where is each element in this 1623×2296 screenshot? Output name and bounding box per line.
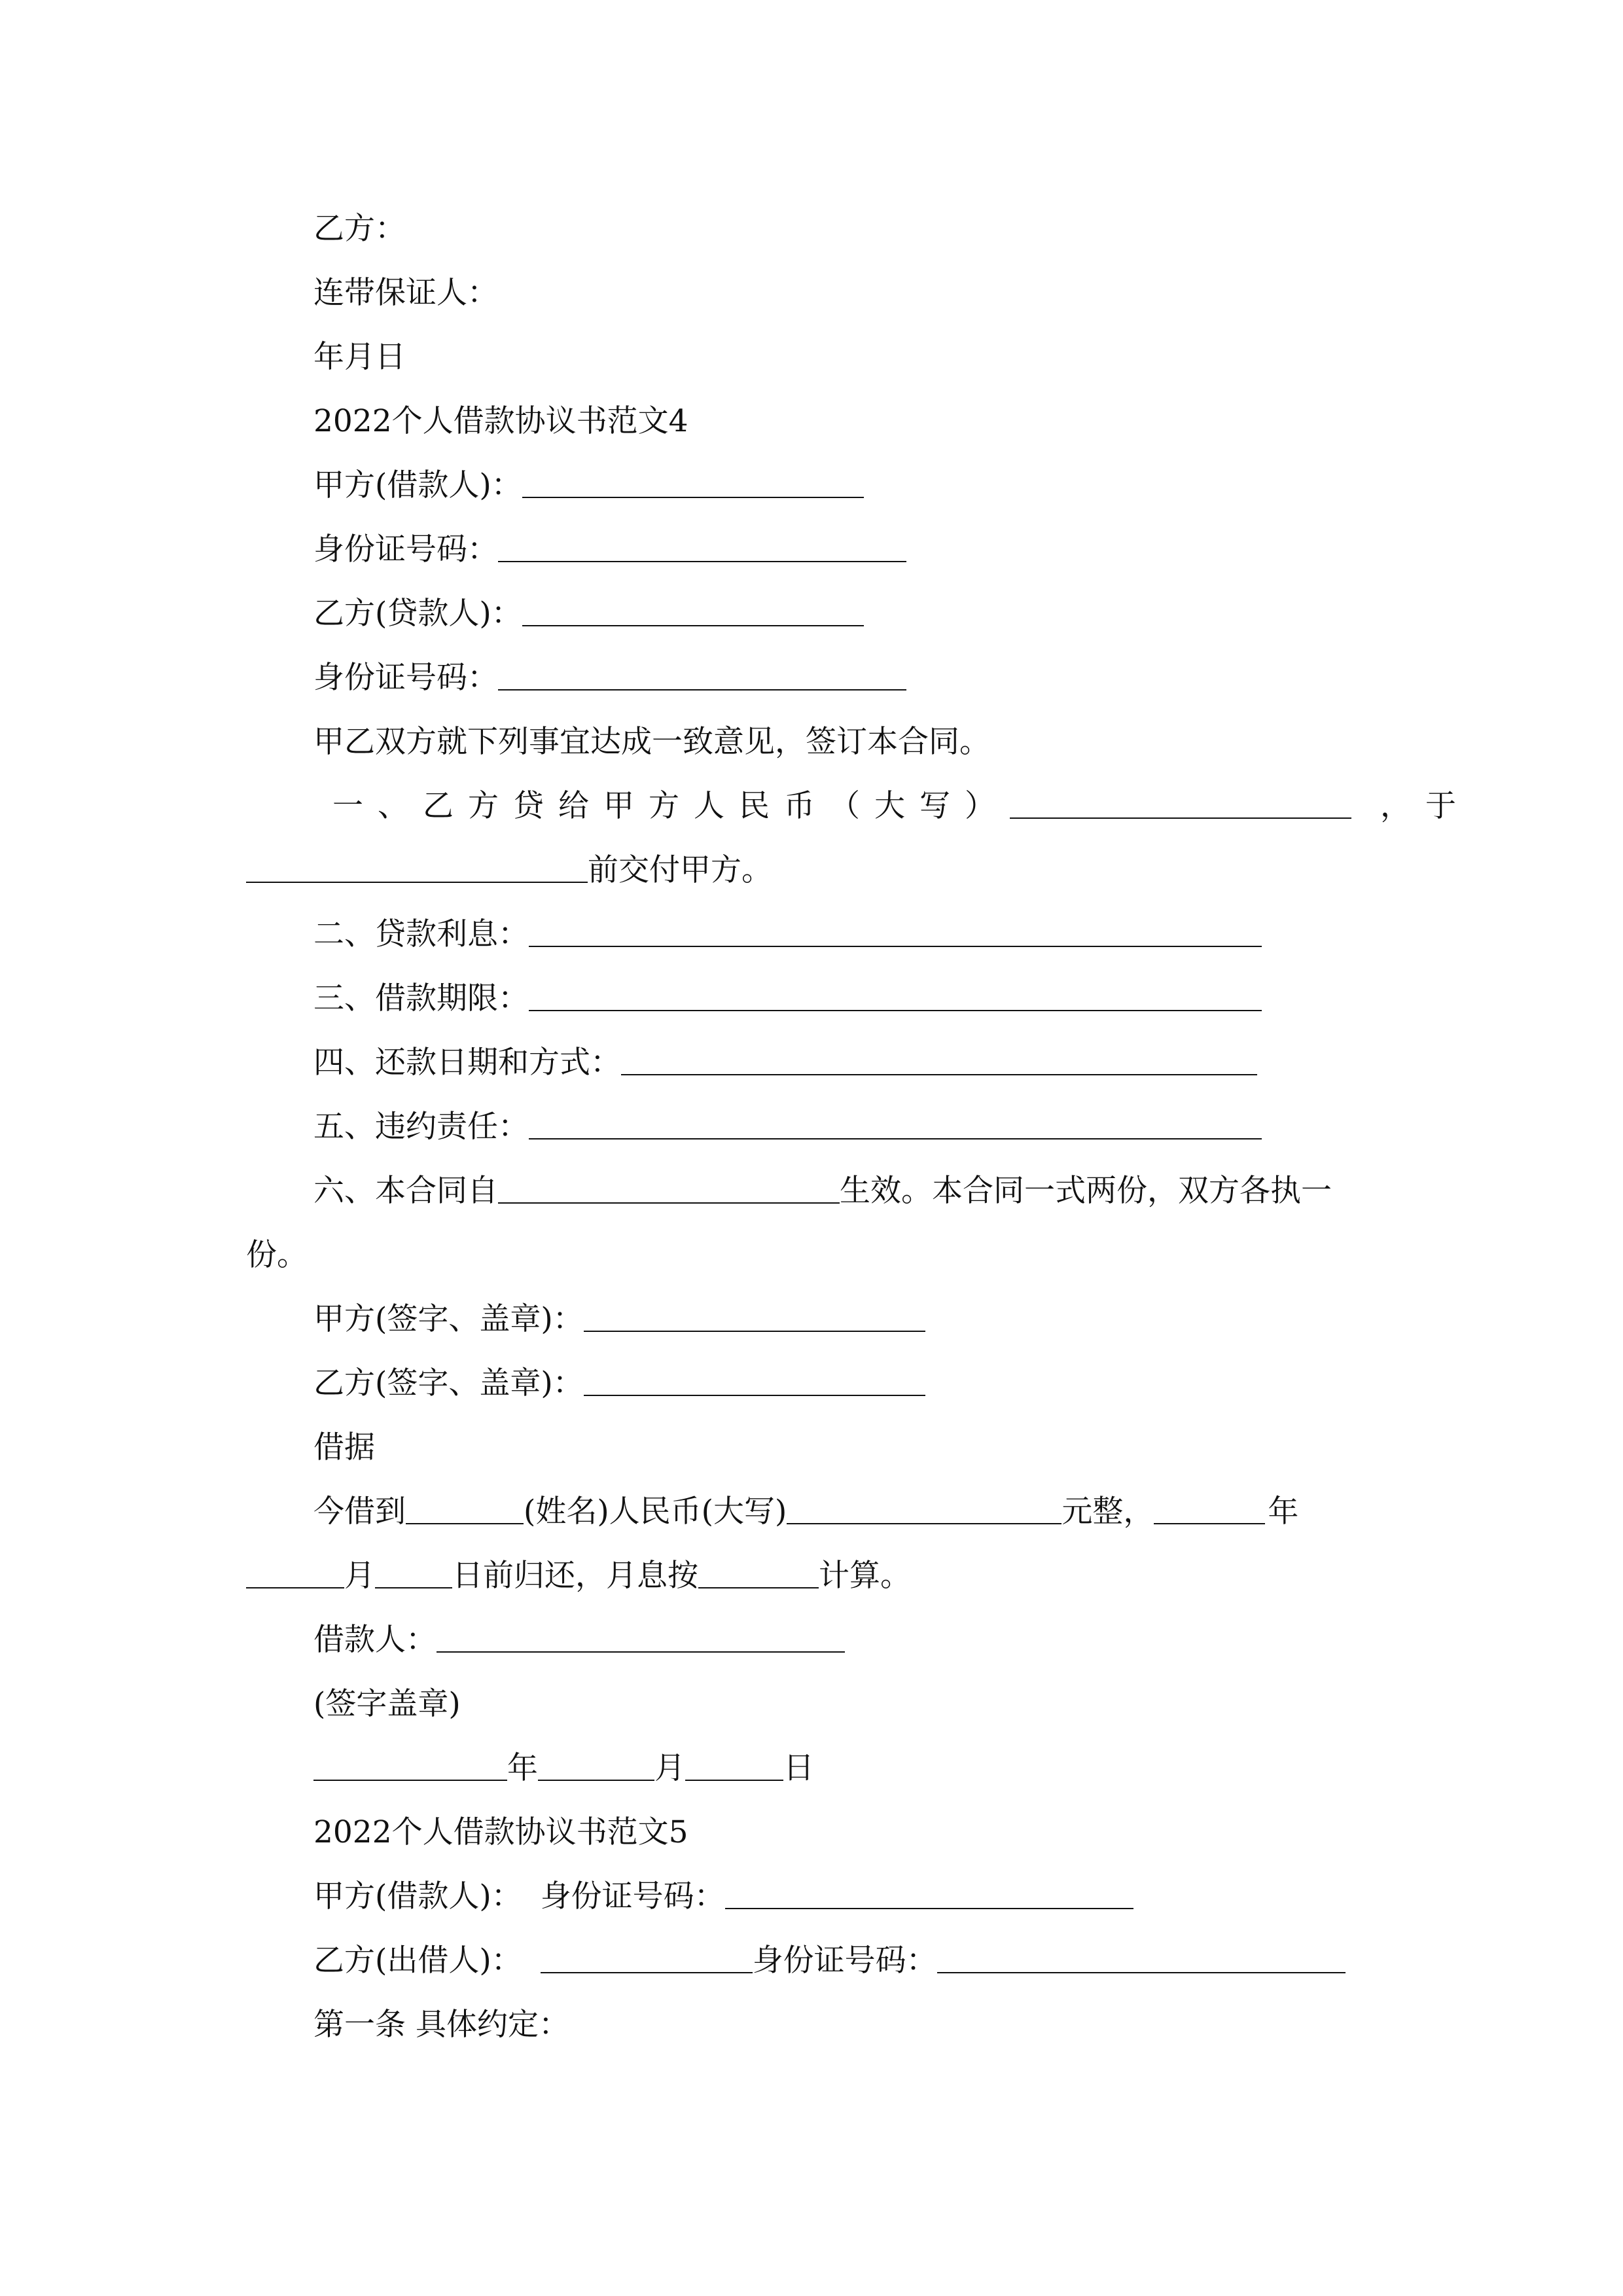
party-a-sign-label: 甲方(签字、盖章)： bbox=[313, 1301, 584, 1337]
iou-day-blank bbox=[375, 1554, 452, 1588]
iou-amount-blank bbox=[787, 1490, 1061, 1524]
section-title-5 bbox=[0, 1805, 1623, 1860]
iou-borrower-blank bbox=[437, 1619, 845, 1653]
term-blank bbox=[529, 977, 1262, 1011]
iou-sign-note-text: (签字盖章) bbox=[313, 1686, 461, 1722]
loan-amount-blank bbox=[1010, 785, 1351, 819]
lender-line bbox=[0, 586, 1623, 641]
party-a-sign-blank bbox=[584, 1298, 925, 1332]
clause-6-line-2 bbox=[0, 1228, 1623, 1283]
clause-1-text: 一、乙方贷给甲方人民币（大写） bbox=[332, 788, 1010, 824]
iou-date-month-blank bbox=[538, 1747, 654, 1781]
borrower-id-line bbox=[0, 522, 1623, 577]
clause-6-text: 生效。本合同一式两份，双方各执一 bbox=[840, 1173, 1332, 1209]
borrower-blank bbox=[522, 464, 864, 498]
clause-1-tail: ，于 bbox=[1380, 788, 1471, 824]
clause-1-line-2 bbox=[0, 843, 1623, 898]
clause-6-label: 六、本合同自 bbox=[313, 1173, 498, 1209]
borrower-id-blank bbox=[498, 528, 906, 562]
iou-date-day-blank bbox=[685, 1747, 783, 1781]
article-1-title: 第一条 具体约定： bbox=[313, 2007, 569, 2043]
party-b-line bbox=[0, 202, 1623, 257]
lender-id-label: 身份证号码： bbox=[313, 660, 498, 696]
iou-line-1 bbox=[0, 1484, 1623, 1539]
lender-5-blank bbox=[541, 1939, 753, 1973]
lender-id-line bbox=[0, 651, 1623, 706]
borrower-5-line bbox=[0, 1869, 1623, 1924]
lender-5-id-label: 身份证号码： bbox=[752, 1943, 937, 1979]
lender-label: 乙方(贷款人)： bbox=[313, 596, 522, 632]
borrower-5-label: 甲方(借款人)： bbox=[313, 1878, 522, 1914]
guarantor-line bbox=[0, 266, 1623, 321]
borrower-id-label: 身份证号码： bbox=[313, 531, 498, 567]
iou-title bbox=[0, 1420, 1623, 1475]
clause-2-label: 二、贷款利息： bbox=[313, 916, 529, 952]
clause-5-label: 五、违约责任： bbox=[313, 1109, 529, 1145]
iou-year-blank bbox=[1154, 1490, 1265, 1524]
iou-borrower-line bbox=[0, 1613, 1623, 1668]
section-title-4-text: 2022个人借款协议书范文4 bbox=[313, 403, 688, 439]
party-b-label: 乙方： bbox=[313, 211, 406, 247]
iou-name-blank bbox=[406, 1490, 524, 1524]
iou-date-year-label: 年 bbox=[507, 1750, 538, 1786]
party-b-sign-line bbox=[0, 1356, 1623, 1411]
date-label: 年月日 bbox=[313, 339, 406, 375]
iou-year-label: 年 bbox=[1268, 1494, 1299, 1530]
lender-5-line bbox=[0, 1933, 1623, 1988]
lender-5-label: 乙方(出借人)： bbox=[313, 1943, 522, 1979]
iou-calc-text: 计算。 bbox=[819, 1558, 911, 1594]
article-1-line bbox=[0, 1998, 1623, 2053]
clause-5-line bbox=[0, 1100, 1623, 1155]
iou-return-text: 日前归还，月息按 bbox=[452, 1558, 698, 1594]
iou-amount-label: (姓名)人民币(大写) bbox=[524, 1494, 787, 1530]
iou-date-line bbox=[0, 1741, 1623, 1796]
clause-6-tail: 份。 bbox=[246, 1237, 308, 1273]
borrower-line bbox=[0, 458, 1623, 513]
clause-1-delivery-text: 前交付甲方。 bbox=[588, 852, 772, 888]
iou-yuan-label: 元整， bbox=[1061, 1494, 1154, 1530]
guarantor-label: 连带保证人： bbox=[313, 275, 498, 311]
iou-date-day-label: 日 bbox=[783, 1750, 814, 1786]
party-b-sign-label: 乙方(签字、盖章)： bbox=[313, 1365, 584, 1401]
section-title-4 bbox=[0, 394, 1623, 449]
clause-3-label: 三、借款期限： bbox=[313, 980, 529, 1016]
lender-id-blank bbox=[498, 656, 906, 691]
iou-date-year-blank bbox=[313, 1747, 507, 1781]
clause-4-label: 四、还款日期和方式： bbox=[313, 1045, 621, 1081]
interest-blank bbox=[529, 913, 1262, 947]
iou-borrower-label: 借款人： bbox=[313, 1622, 437, 1658]
party-a-sign-line bbox=[0, 1292, 1623, 1347]
iou-title-text: 借据 bbox=[313, 1429, 375, 1465]
iou-month-label: 月 bbox=[344, 1558, 375, 1594]
iou-date-month-label: 月 bbox=[654, 1750, 685, 1786]
party-b-sign-blank bbox=[584, 1362, 925, 1396]
iou-sign-note bbox=[0, 1677, 1623, 1732]
iou-borrowed-from: 今借到 bbox=[313, 1494, 406, 1530]
clause-3-line bbox=[0, 971, 1623, 1026]
iou-month-blank bbox=[246, 1554, 344, 1588]
section-title-5-text: 2022个人借款协议书范文5 bbox=[313, 1814, 688, 1850]
repayment-blank bbox=[621, 1041, 1257, 1075]
lender-5-id-blank bbox=[937, 1939, 1346, 1973]
agreement-intro bbox=[0, 715, 1623, 770]
agreement-intro-text: 甲乙双方就下列事宜达成一致意见，签订本合同。 bbox=[313, 724, 990, 760]
borrower-5-id-blank bbox=[725, 1875, 1133, 1909]
iou-interest-blank bbox=[698, 1554, 819, 1588]
lender-blank bbox=[522, 592, 864, 626]
clause-1-line-1 bbox=[0, 779, 1623, 834]
effective-date-blank bbox=[498, 1170, 840, 1204]
borrower-label: 甲方(借款人)： bbox=[313, 467, 522, 503]
clause-4-line bbox=[0, 1035, 1623, 1090]
liability-blank bbox=[529, 1105, 1262, 1139]
delivery-date-blank bbox=[246, 849, 588, 883]
borrower-5-id-label: 身份证号码： bbox=[540, 1878, 725, 1914]
clause-2-line bbox=[0, 907, 1623, 962]
clause-6-line-1 bbox=[0, 1164, 1623, 1219]
date-line bbox=[0, 330, 1623, 385]
iou-line-2 bbox=[0, 1549, 1623, 1604]
